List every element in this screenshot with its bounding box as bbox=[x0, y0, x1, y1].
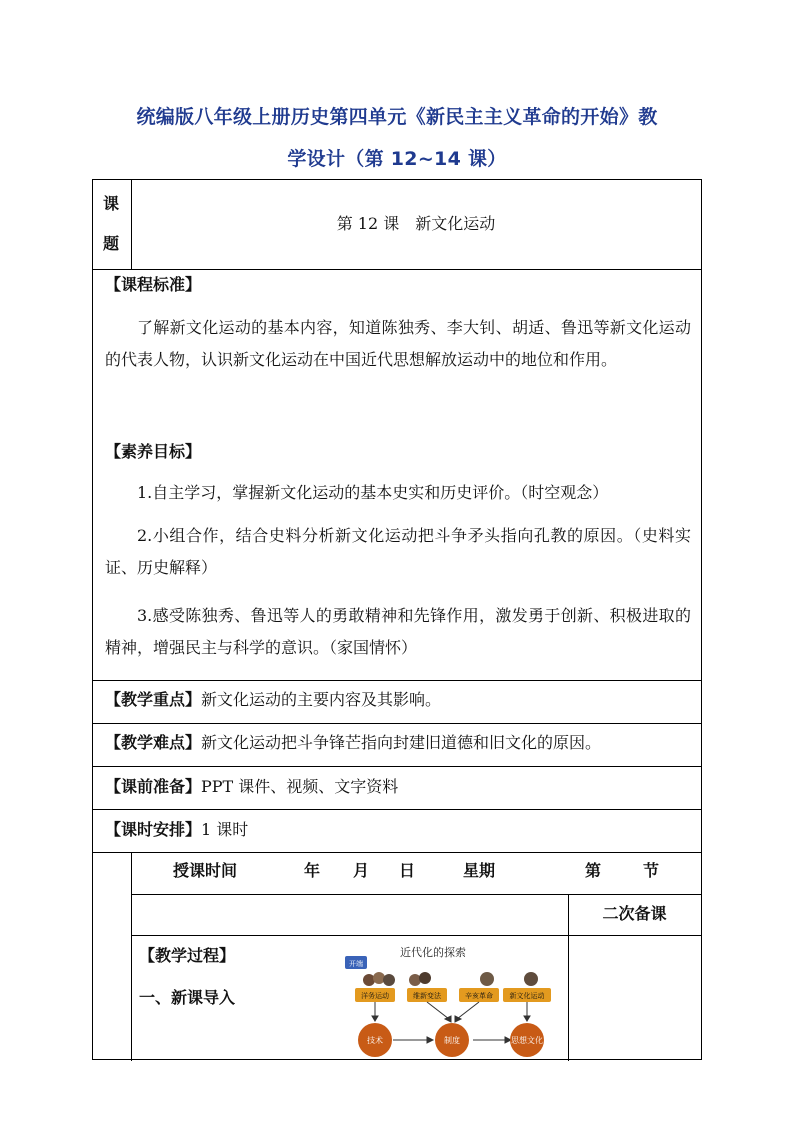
movement-label: 洋务运动 bbox=[361, 992, 389, 1000]
portrait-icon bbox=[383, 974, 395, 986]
difficulty-value: 新文化运动把斗争锋芒指向封建旧道德和旧文化的原因。 bbox=[201, 733, 602, 752]
row-divider bbox=[93, 766, 701, 767]
lesson-plan-table bbox=[92, 179, 702, 1060]
arrow-line bbox=[427, 1002, 449, 1019]
portrait-icon bbox=[363, 974, 375, 986]
lesson-title: 第 12 课 新文化运动 bbox=[336, 214, 496, 233]
arrow-head bbox=[524, 1016, 530, 1021]
figure-title: 近代化的探索 bbox=[400, 946, 466, 959]
title-line-2: 学设计（第 12~14 课） bbox=[287, 148, 507, 170]
preparation-value: PPT 课件、视频、文字资料 bbox=[201, 777, 399, 796]
time-day: 日 bbox=[399, 861, 416, 880]
row-divider bbox=[131, 894, 701, 895]
goal-item-2: 2.小组合作，结合史料分析新文化运动把斗争矛头指向孔教的原因。（史料实证、历史解释） bbox=[105, 526, 691, 577]
arrow-head bbox=[427, 1037, 433, 1043]
movement-label: 维新变法 bbox=[413, 992, 441, 1000]
portrait-icon bbox=[419, 972, 431, 984]
level-label: 制度 bbox=[444, 1036, 460, 1045]
second-prep-label: 二次备课 bbox=[602, 904, 667, 923]
difficulty-label: 【教学难点】 bbox=[105, 733, 202, 752]
time-weekday: 星期 bbox=[463, 861, 496, 880]
key-point-label: 【教学重点】 bbox=[105, 690, 202, 709]
title-line-1: 统编版八年级上册历史第四单元《新民主主义革命的开始》教 bbox=[136, 106, 658, 128]
difficulty-row bbox=[105, 731, 601, 755]
movement-label: 辛亥革命 bbox=[465, 992, 493, 1000]
left-margin-divider bbox=[131, 852, 132, 1061]
time-year: 年 bbox=[304, 861, 321, 880]
row-divider bbox=[93, 723, 701, 724]
lesson-label-char-1: 课 bbox=[103, 194, 120, 213]
preparation-row bbox=[105, 775, 398, 799]
goal-item-3: 3.感受陈独秀、鲁迅等人的勇敢精神和先锋作用，激发勇于创新、积极进取的精神，增强民主与科学的意识。（家国情怀） bbox=[105, 606, 691, 657]
portrait-icon bbox=[409, 974, 421, 986]
goals-heading: 【素养目标】 bbox=[105, 442, 202, 461]
level-label: 技术 bbox=[367, 1036, 383, 1045]
section-intro-heading: 一、新课导入 bbox=[139, 988, 236, 1007]
level-label: 思想文化 bbox=[511, 1036, 543, 1045]
arrow-head bbox=[372, 1016, 378, 1021]
lesson-label-char-2: 题 bbox=[103, 234, 120, 253]
row-divider bbox=[131, 935, 701, 936]
key-point-row bbox=[105, 688, 441, 712]
portrait-icon bbox=[373, 972, 385, 984]
schedule-label: 【课时安排】 bbox=[105, 820, 202, 839]
time-month: 月 bbox=[353, 861, 370, 880]
start-tag-label: 开端 bbox=[349, 960, 363, 968]
key-point-value: 新文化运动的主要内容及其影响。 bbox=[201, 690, 442, 709]
movement-label: 新文化运动 bbox=[509, 992, 545, 1000]
portrait-group bbox=[363, 972, 538, 986]
time-label: 授课时间 bbox=[173, 861, 238, 880]
arrow-line bbox=[457, 1002, 479, 1019]
document-title bbox=[60, 96, 734, 180]
portrait-icon bbox=[524, 972, 538, 986]
schedule-row bbox=[105, 818, 248, 842]
curriculum-heading: 【课程标准】 bbox=[105, 275, 202, 294]
row-divider bbox=[93, 680, 701, 681]
goal-item-1: 1.自主学习，掌握新文化运动的基本史实和历史评价。（时空观念） bbox=[137, 483, 609, 502]
time-jie: 节 bbox=[643, 861, 660, 880]
curriculum-text: 了解新文化运动的基本内容，知道陈独秀、李大钊、胡适、鲁迅等新文化运动的代表人物，认识新文化运动在中国近代思想解放运动中的地位和作用。 bbox=[105, 318, 691, 369]
row-divider bbox=[93, 809, 701, 810]
process-heading: 【教学过程】 bbox=[139, 946, 236, 965]
preparation-label: 【课前准备】 bbox=[105, 777, 202, 796]
time-di: 第 bbox=[585, 861, 602, 880]
schedule-value: 1 课时 bbox=[201, 820, 249, 839]
row-divider bbox=[93, 852, 701, 853]
portrait-icon bbox=[480, 972, 494, 986]
modernization-figure bbox=[325, 942, 555, 1060]
row-divider bbox=[93, 269, 701, 270]
